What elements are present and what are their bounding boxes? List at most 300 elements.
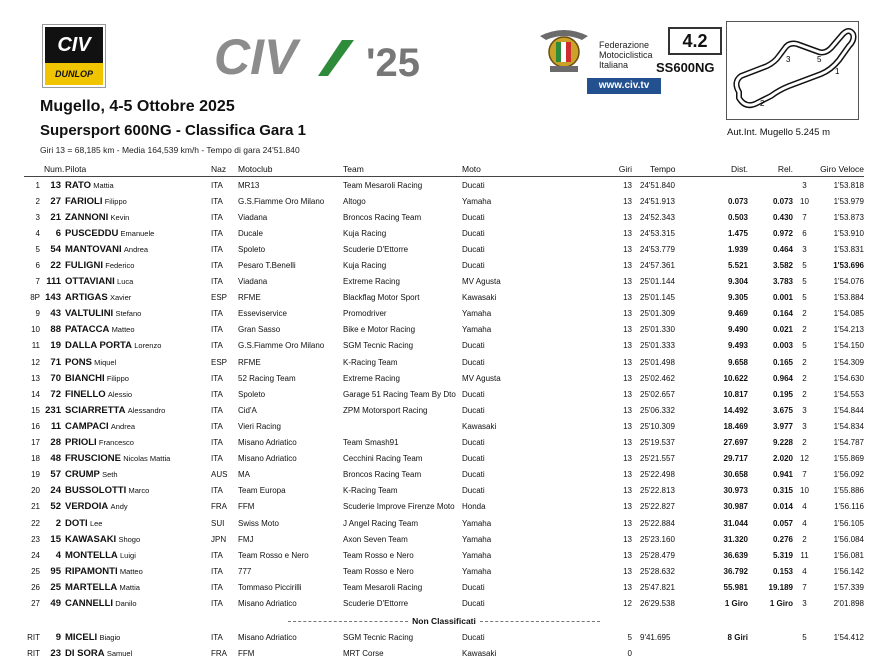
table-row [24, 483, 864, 499]
rider-first-name: Filippo [106, 373, 129, 383]
relative-gap: 0.276 [772, 534, 793, 544]
bike: Ducati [462, 180, 485, 190]
motoclub: Vieri Racing [238, 421, 281, 431]
team: Team Rosso e Nero [343, 550, 414, 560]
position: 26 [31, 582, 40, 592]
position: 10 [31, 325, 40, 335]
best-lap-time: 1'54.213 [833, 325, 865, 335]
best-lap-number: 7 [802, 582, 807, 592]
motoclub: Cid'A [238, 405, 257, 415]
table-row [24, 257, 864, 273]
laps: 13 [623, 309, 632, 319]
table-row [24, 338, 864, 354]
rider-last-name: KAWASAKI [65, 533, 117, 545]
motoclub: MR13 [238, 180, 260, 190]
team: Altogo [343, 196, 366, 206]
team: Blackflag Motor Sport [343, 293, 420, 303]
bike: Ducati [462, 633, 485, 643]
website-link[interactable]: www.civ.tv [587, 78, 661, 94]
rider-first-name: Andrea [123, 244, 149, 254]
motoclub: Swiss Moto [238, 518, 279, 528]
bike: Honda [462, 502, 486, 512]
rider-last-name: FINELLO [65, 388, 106, 400]
bike: Ducati [462, 454, 485, 464]
rider-first-name: Luigi [120, 550, 136, 560]
gap: 55.981 [723, 582, 748, 592]
best-lap-number: 4 [802, 566, 807, 576]
bike: Yamaha [462, 550, 492, 560]
gap: 30.973 [723, 486, 748, 496]
nationality: ITA [211, 582, 223, 592]
rider-last-name: FARIOLI [65, 195, 103, 207]
relative-gap: 0.430 [772, 212, 793, 222]
motoclub: FMJ [238, 534, 254, 544]
rider-name [65, 563, 211, 579]
bike: Ducati [462, 598, 485, 608]
rider-name [65, 451, 211, 467]
rider-last-name: OTTAVIANI [65, 276, 115, 288]
best-lap-number: 2 [802, 325, 807, 335]
gap: 0.503 [727, 212, 748, 222]
motoclub: FFM [238, 649, 255, 659]
team: Extreme Racing [343, 277, 400, 287]
position: 7 [35, 277, 40, 287]
best-lap-time: 1'54.309 [833, 357, 865, 367]
rider-first-name: Emanuele [120, 228, 155, 238]
race-number: 231 [45, 404, 61, 416]
motoclub: MA [238, 470, 250, 480]
race-number: 27 [50, 195, 61, 207]
race-time: 25'02.462 [640, 373, 675, 383]
race-number: 22 [50, 260, 61, 272]
relative-gap [748, 177, 793, 194]
bike: Yamaha [462, 309, 492, 319]
col-time: Tempo [632, 162, 695, 177]
rider-last-name: ZANNONI [65, 211, 109, 223]
laps: 13 [623, 261, 632, 271]
best-lap-number: 2 [802, 357, 807, 367]
motoclub: 777 [238, 566, 252, 576]
motoclub: Misano Adriatico [238, 454, 297, 464]
relative-gap: 1 Giro [769, 598, 793, 608]
nationality: SUI [211, 518, 225, 528]
motoclub: RFME [238, 357, 261, 367]
gap: 27.697 [723, 438, 748, 448]
rider-first-name: Miquel [94, 357, 117, 367]
race-number: 70 [50, 372, 61, 384]
best-lap-number: 3 [802, 421, 807, 431]
race-time: 25'28.479 [640, 550, 675, 560]
turn-label-1: 1 [835, 67, 840, 76]
rider-last-name: RATO [65, 179, 92, 191]
table-row [24, 499, 864, 515]
best-lap-number: 3 [802, 598, 807, 608]
team: MRT Corse [343, 649, 384, 659]
nationality: ESP [211, 357, 228, 367]
best-lap-time: 1'56.116 [834, 502, 865, 512]
position: 24 [31, 550, 40, 560]
best-lap-number: 5 [802, 633, 807, 643]
table-row [24, 531, 864, 547]
gap: 31.320 [723, 534, 748, 544]
best-lap-time: 1'53.884 [833, 293, 865, 303]
rider-name [65, 177, 211, 194]
position: 21 [31, 502, 40, 512]
rider-name [65, 274, 211, 290]
laps: 13 [623, 550, 632, 560]
race-number: 54 [50, 243, 61, 255]
best-lap-number: 5 [802, 261, 807, 271]
rider-name [65, 646, 211, 662]
relative-gap: 3.783 [772, 277, 793, 287]
relative-gap: 0.003 [772, 341, 793, 351]
track-map [726, 21, 859, 120]
position: 12 [31, 357, 40, 367]
rider-last-name: PRIOLI [65, 437, 97, 449]
nationality: FRA [211, 502, 227, 512]
best-lap-number: 2 [802, 438, 807, 448]
table-row [24, 467, 864, 483]
race-time: 25'01.309 [640, 309, 675, 319]
rider-last-name: CRUMP [65, 469, 100, 481]
race-time: 24'52.343 [640, 212, 675, 222]
relative-gap: 0.153 [772, 566, 793, 576]
not-classified-cell [24, 612, 864, 630]
rider-last-name: MANTOVANI [65, 243, 122, 255]
best-lap-number: 10 [800, 196, 809, 206]
race-time: 24'51.913 [640, 196, 675, 206]
table-row [24, 322, 864, 338]
laps: 13 [623, 421, 632, 431]
laps: 13 [623, 502, 632, 512]
laps: 13 [623, 277, 632, 287]
rider-name [65, 290, 211, 306]
rider-last-name: PATACCA [65, 324, 110, 336]
rider-name [65, 515, 211, 531]
motoclub: Gran Sasso [238, 325, 281, 335]
table-row [24, 290, 864, 306]
rider-last-name: FRUSCIONE [65, 453, 121, 465]
nationality: ITA [211, 454, 223, 464]
bike: Ducati [462, 212, 485, 222]
team: Scuderie Improve Firenze Moto [343, 502, 455, 512]
rider-name [65, 402, 211, 418]
nationality: ITA [211, 421, 223, 431]
rider-name [65, 483, 211, 499]
nationality: ITA [211, 244, 223, 254]
rider-name [65, 338, 211, 354]
motoclub: RFME [238, 293, 261, 303]
position: 15 [31, 405, 40, 415]
team: Extreme Racing [343, 373, 400, 383]
relative-gap: 9.228 [772, 438, 793, 448]
team: Axon Seven Team [343, 534, 408, 544]
rider-first-name: Mattia [93, 180, 114, 190]
rider-last-name: PONS [65, 356, 92, 368]
relative-gap: 0.315 [772, 486, 793, 496]
rider-first-name: Mattia [119, 582, 140, 592]
bike: Yamaha [462, 196, 492, 206]
race-number: 143 [45, 292, 61, 304]
race-time: 25'06.332 [640, 405, 675, 415]
relative-gap: 19.189 [768, 582, 793, 592]
rider-last-name: VALTULINI [65, 308, 114, 320]
gap: 29.717 [723, 454, 748, 464]
position: 2 [35, 196, 40, 206]
best-lap-number [793, 646, 816, 662]
race-time: 25'22.884 [640, 518, 675, 528]
race-number: 21 [50, 211, 61, 223]
position: 19 [31, 470, 40, 480]
race-time: 25'47.821 [640, 582, 675, 592]
nationality: ITA [211, 633, 223, 643]
motoclub: Team Rosso e Nero [238, 550, 309, 560]
nationality: ITA [211, 438, 223, 448]
rider-last-name: SCIARRETTA [65, 404, 126, 416]
table-row [24, 515, 864, 531]
rider-name [65, 322, 211, 338]
team: SGM Tecnic Racing [343, 633, 414, 643]
nationality: ITA [211, 261, 223, 271]
col-rel: Rel. [748, 162, 793, 177]
bike: Ducati [462, 405, 485, 415]
best-lap-time: 1'54.553 [833, 389, 865, 399]
table-row [24, 354, 864, 370]
relative-gap: 0.001 [772, 293, 793, 303]
best-lap-number: 7 [802, 212, 807, 222]
nationality: ITA [211, 566, 223, 576]
position: 13 [31, 373, 40, 383]
team: Broncos Racing Team [343, 470, 422, 480]
relative-gap: 5.319 [772, 550, 793, 560]
rider-first-name: Luca [117, 277, 134, 287]
table-row [24, 547, 864, 563]
table-row [24, 402, 864, 418]
team: J Angel Racing Team [343, 518, 419, 528]
gap: 1 Giro [724, 598, 748, 608]
best-lap-time: 1'54.630 [833, 373, 865, 383]
laps: 13 [623, 293, 632, 303]
rider-last-name: ARTIGAS [65, 292, 108, 304]
badge-civ-text: CIV [45, 27, 103, 63]
best-lap-number: 4 [802, 502, 807, 512]
best-lap-number: 4 [802, 518, 807, 528]
best-lap-time: 1'56.081 [833, 550, 865, 560]
bike: Yamaha [462, 325, 492, 335]
motoclub: Misano Adriatico [238, 598, 297, 608]
gap: 9.490 [727, 325, 748, 335]
rider-first-name: Biagio [99, 633, 121, 643]
not-classified-label: Non Classificati [412, 615, 476, 626]
bike: Yamaha [462, 518, 492, 528]
motoclub: Viadana [238, 212, 268, 222]
best-lap-time: 1'53.873 [833, 212, 865, 222]
gap: 8 Giri [727, 633, 748, 643]
best-lap-number: 5 [802, 341, 807, 351]
race-time: 25'01.498 [640, 357, 675, 367]
relative-gap: 0.057 [772, 518, 793, 528]
best-lap-time: 1'53.910 [833, 228, 865, 238]
rider-name [65, 595, 211, 611]
team: Kuja Racing [343, 228, 387, 238]
rider-first-name: Marco [128, 486, 150, 496]
race-time: 25'01.144 [640, 277, 675, 287]
results-body [24, 177, 864, 662]
nationality: FRA [211, 649, 227, 659]
relative-gap: 2.020 [772, 454, 793, 464]
position: 3 [35, 212, 40, 222]
table-row [24, 274, 864, 290]
motoclub: Pesaro T.Benelli [238, 261, 296, 271]
col-num: Num. [44, 162, 65, 177]
motoclub: FFM [238, 502, 255, 512]
team: SGM Tecnic Racing [343, 341, 414, 351]
rider-first-name: Francesco [98, 438, 134, 448]
bike: Ducati [462, 341, 485, 351]
track-layout-icon [727, 22, 858, 119]
federation-line-3: Italiana [599, 60, 629, 70]
table-row [24, 579, 864, 595]
relative-gap: 0.014 [772, 502, 793, 512]
position: 17 [31, 438, 40, 448]
team: Team Mesaroli Racing [343, 180, 423, 190]
best-lap-time: 2'01.898 [833, 598, 865, 608]
laps: 13 [623, 212, 632, 222]
race-time: 9'41.695 [640, 633, 671, 643]
laps: 13 [623, 405, 632, 415]
table-row [24, 630, 864, 646]
table-row [24, 306, 864, 322]
laps: 13 [623, 518, 632, 528]
nationality: AUS [211, 470, 228, 480]
bike: Ducati [462, 389, 485, 399]
race-time: 25'23.160 [640, 534, 675, 544]
position: 27 [31, 598, 40, 608]
bike: Ducati [462, 438, 485, 448]
best-lap-number: 11 [800, 550, 809, 560]
race-time: 25'22.827 [640, 502, 675, 512]
laps: 13 [623, 341, 632, 351]
rider-last-name: DI SORA [65, 648, 105, 660]
team: Garage 51 Racing Team By Dto [343, 389, 456, 399]
nationality: ITA [211, 212, 223, 222]
motoclub: Ducale [238, 228, 263, 238]
team: Scuderie D'Ettorre [343, 598, 409, 608]
nationality: ITA [211, 196, 223, 206]
nationality: ITA [211, 309, 223, 319]
wordmark-season: '25 [366, 41, 421, 80]
rider-last-name: VERDOIA [65, 501, 109, 513]
position: 14 [31, 389, 40, 399]
rider-last-name: DOTI [65, 517, 88, 529]
table-row [24, 646, 864, 662]
bike: MV Agusta [462, 277, 501, 287]
laps: 12 [623, 598, 632, 608]
best-lap-number: 12 [800, 454, 809, 464]
bike: Ducati [462, 470, 485, 480]
relative-gap: 0.021 [772, 325, 793, 335]
rider-first-name: Nicolas Mattia [123, 454, 171, 464]
nationality: ITA [211, 341, 223, 351]
race-number: 4 [55, 549, 61, 561]
race-time: 26'29.538 [640, 598, 675, 608]
circuit-info: Aut.Int. Mugello 5.245 m [727, 127, 830, 138]
race-time: 25'21.557 [640, 454, 675, 464]
motoclub: Viadana [238, 277, 268, 287]
rider-first-name: Samuel [106, 649, 133, 659]
not-classified-separator [24, 612, 864, 630]
best-lap-number: 2 [802, 389, 807, 399]
table-row [24, 418, 864, 434]
results-table [24, 162, 864, 662]
motoclub: Tommaso Piccirilli [238, 582, 302, 592]
race-number: 72 [50, 388, 61, 400]
bike: MV Agusta [462, 373, 501, 383]
rider-name [65, 386, 211, 402]
gap: 30.987 [723, 502, 748, 512]
relative-gap: 3.675 [772, 405, 793, 415]
best-lap-number: 3 [802, 244, 807, 254]
relative-gap: 0.972 [772, 228, 793, 238]
best-lap-number: 7 [802, 470, 807, 480]
rider-name [65, 499, 211, 515]
position: RIT [27, 633, 40, 643]
laps: 13 [623, 566, 632, 576]
rider-name [65, 225, 211, 241]
best-lap-time: 1'56.084 [833, 534, 865, 544]
table-row [24, 435, 864, 451]
team: Broncos Racing Team [343, 212, 422, 222]
team [343, 418, 462, 434]
gap: 1.475 [727, 228, 748, 238]
nationality: ITA [211, 598, 223, 608]
gap: 1.939 [727, 244, 748, 254]
race-time: 24'57.361 [640, 261, 675, 271]
race-number: 19 [50, 340, 61, 352]
rider-name [65, 306, 211, 322]
motoclub: 52 Racing Team [238, 373, 296, 383]
laps: 13 [623, 470, 632, 480]
motoclub: G.S.Fiamme Oro Milano [238, 341, 325, 351]
federation-line-1: Federazione [599, 40, 650, 50]
best-lap-time: 1'55.869 [833, 454, 865, 464]
rider-last-name: MARTELLA [65, 581, 118, 593]
position: 6 [35, 261, 40, 271]
race-number: 25 [50, 581, 61, 593]
laps: 13 [623, 373, 632, 383]
rider-name [65, 630, 211, 646]
relative-gap [748, 646, 793, 662]
turn-label-5: 5 [817, 55, 822, 64]
col-nat: Naz [211, 162, 238, 177]
nationality: ITA [211, 373, 223, 383]
rider-first-name: Stefano [115, 309, 142, 319]
relative-gap: 3.977 [772, 421, 793, 431]
best-lap-time: 1'53.696 [833, 261, 865, 271]
rider-name [65, 370, 211, 386]
rider-first-name: Seth [102, 470, 118, 480]
best-lap-time: 1'53.979 [833, 196, 865, 206]
rider-last-name: BIANCHI [65, 372, 105, 384]
rider-name [65, 241, 211, 257]
nationality: ESP [211, 293, 228, 303]
civ-25-wordmark-logo [214, 32, 454, 80]
rider-first-name: Danilo [115, 598, 137, 608]
position: 5 [35, 244, 40, 254]
race-time: 24'53.779 [640, 244, 675, 254]
race-time: 24'51.840 [640, 180, 675, 190]
position: 11 [31, 341, 40, 351]
